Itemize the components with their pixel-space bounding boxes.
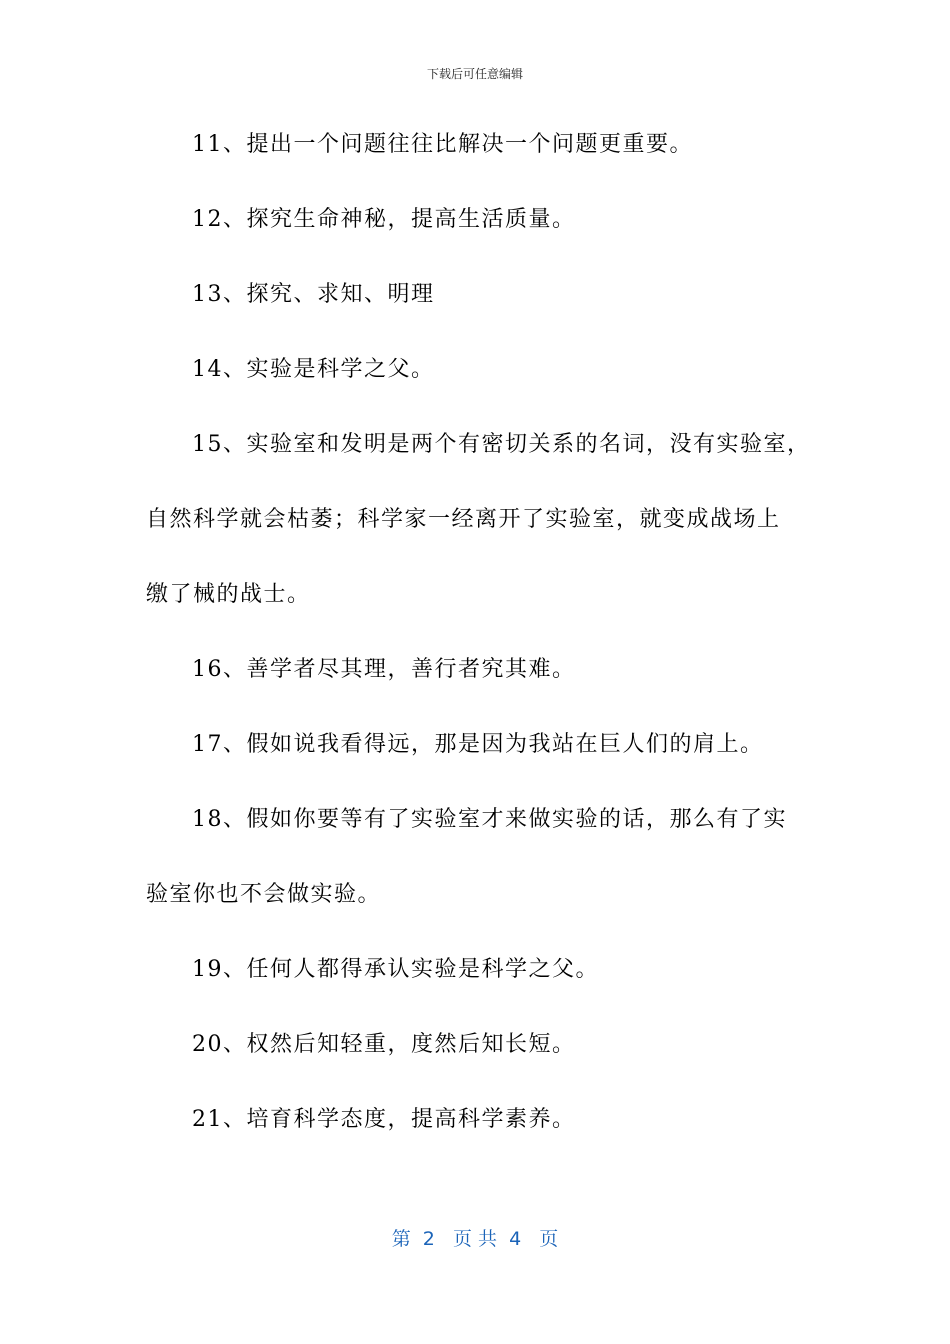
quote-line-15-cont-1: 自然科学就会枯萎；科学家一经离开了实验室，就变成战场上 [146,507,781,532]
quote-line-21: 21、培育科学态度，提高科学素养。 [192,1107,576,1132]
quote-line-16: 16、善学者尽其理，善行者究其难。 [192,657,576,682]
quote-line-18: 18、假如你要等有了实验室才来做实验的话，那么有了实 [192,807,787,832]
quote-line-11: 11、提出一个问题往往比解决一个问题更重要。 [192,132,693,157]
quote-line-19: 19、任何人都得承认实验是科学之父。 [192,957,599,982]
quote-line-15-cont-2: 缴了械的战士。 [146,582,311,607]
quote-line-15: 15、实验室和发明是两个有密切关系的名词，没有实验室， [192,432,811,457]
quote-line-12: 12、探究生命神秘，提高生活质量。 [192,207,576,232]
quote-line-17: 17、假如说我看得远，那是因为我站在巨人们的肩上。 [192,732,764,757]
header-note: 下载后可任意编辑 [426,67,523,81]
quote-line-13: 13、探究、求知、明理 [192,282,435,307]
page-number-footer: 第 2 页 共 4 页 [391,1228,559,1250]
quote-line-14: 14、实验是科学之父。 [192,357,435,382]
quote-line-18-cont: 验室你也不会做实验。 [146,882,382,907]
quote-line-20: 20、权然后知轻重，度然后知长短。 [192,1032,576,1057]
